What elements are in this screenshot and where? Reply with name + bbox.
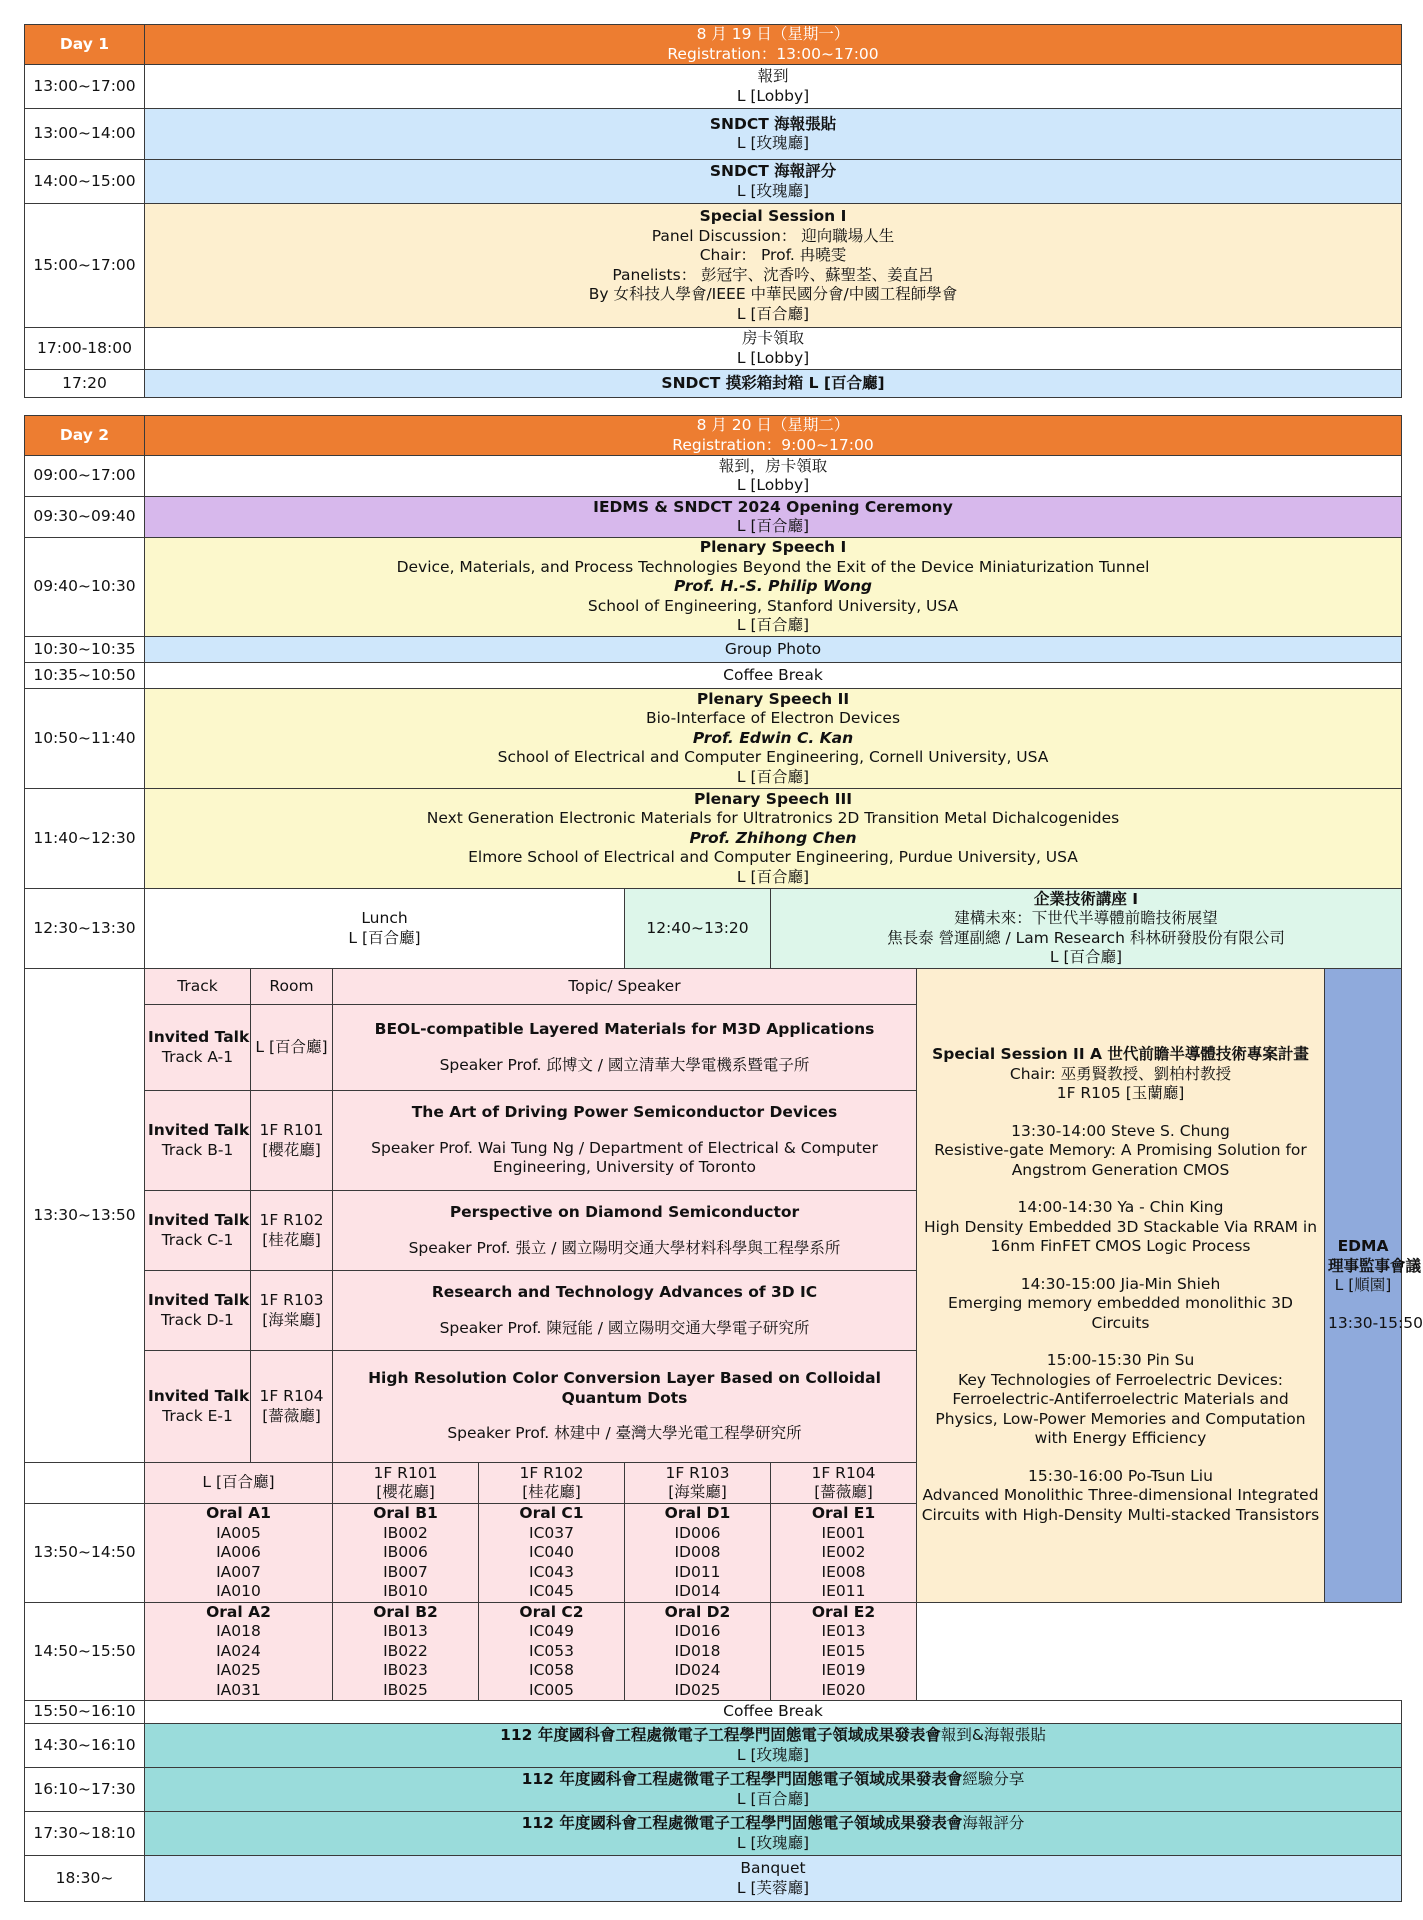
speaker-name: Prof. Edwin C. Kan: [692, 728, 854, 747]
spacer: [920, 1257, 1321, 1275]
edma-meeting: [1325, 969, 1423, 1603]
day2-row-lunch: [25, 889, 1402, 969]
paper-id: IB013: [383, 1622, 428, 1640]
row-line: SNDCT 海報評分: [709, 162, 837, 180]
paper-id: IE011: [821, 1582, 866, 1600]
paper-id: IE008: [821, 1562, 866, 1581]
talk-title: Emerging memory embedded monolithic 3D Circuits: [948, 1294, 1293, 1332]
row-content: [145, 456, 1402, 497]
oral-title: Oral C2: [519, 1602, 584, 1621]
invited-room: [251, 1191, 333, 1271]
row-line: L [芙蓉廳]: [736, 1878, 810, 1897]
row-line: [桂花廳]: [262, 1230, 321, 1249]
row-content: [145, 160, 1402, 204]
oral-title: Oral B2: [373, 1602, 438, 1621]
row-line: [櫻花廳]: [262, 1140, 321, 1159]
talk-title: Key Technologies of Ferroelectric Devices: Ferroelectric-Antiferroelectric Materials and Physics, Low-Power Memories and Computation with Energy Efficiency: [935, 1370, 1306, 1448]
oral-session: [479, 1504, 625, 1603]
row-content: [145, 1812, 1402, 1856]
row-line: L [玫瑰廳]: [736, 181, 810, 200]
session-title: 企業技術講座 I: [1033, 889, 1139, 908]
row-content: [145, 204, 1402, 328]
day1-table: [24, 24, 1402, 398]
row-line: 理事監事會議: [1328, 1256, 1422, 1275]
session-title: Plenary Speech III: [693, 789, 853, 808]
oral-room: [333, 1463, 479, 1504]
spacer: [920, 1180, 1321, 1198]
event-title: 112 年度國科會工程處微電子工程學門固態電子領域成果發表會: [521, 1814, 963, 1832]
paper-id: IC045: [529, 1582, 574, 1600]
day1-registration: Registration：13:00~17:00: [667, 44, 879, 63]
invited-room: [251, 1091, 333, 1191]
row-time: 09:30~09:40: [25, 497, 145, 538]
day2-label: Day 2: [25, 416, 145, 456]
oral-session: [333, 1504, 479, 1603]
talk-title: Bio-Interface of Electron Devices: [645, 709, 901, 728]
invited-topic: [333, 1351, 917, 1463]
paper-id: IC005: [529, 1680, 574, 1699]
event-title: 112 年度國科會工程處微電子工程學門固態電子領域成果發表會: [521, 1770, 963, 1788]
row-line: 建構未來：下世代半導體前瞻技術展望: [954, 909, 1218, 927]
paper-id: IE001: [821, 1523, 866, 1542]
talk-slot: 15:30-16:00 Po-Tsun Liu: [1028, 1466, 1213, 1485]
row-line: L [順園]: [1334, 1276, 1392, 1295]
row-time: 14:50~15:50: [25, 1602, 145, 1701]
day2-row-banquet: [25, 1856, 1402, 1902]
invited-track: [145, 1191, 251, 1271]
row-line: L [百合廳]: [736, 767, 810, 786]
row-time: 09:00~17:00: [25, 456, 145, 497]
row-content: [145, 689, 1402, 789]
row-line: Track B-1: [161, 1140, 234, 1159]
row-time: 17:30~18:10: [25, 1812, 145, 1856]
row-time: 12:30~13:30: [25, 889, 145, 969]
day1-row-keycard: [25, 328, 1402, 370]
paper-id: IA010: [216, 1582, 261, 1600]
oral-room: [479, 1463, 625, 1504]
session-title: Plenary Speech I: [699, 538, 847, 557]
paper-id: ID014: [674, 1582, 721, 1600]
row-line: Panelists： 彭冠宇、沈香吟、蘇聖荃、姜直呂: [612, 265, 934, 284]
row-line: L [百合廳]: [736, 1789, 810, 1808]
paper-id: IA005: [216, 1523, 261, 1542]
paper-id: IC058: [529, 1661, 574, 1679]
paper-id: IE015: [821, 1641, 866, 1660]
row-line: By 女科技人學會/IEEE 中華民國分會/中國工程師學會: [588, 285, 958, 303]
row-line: 1F R105 [玉蘭廳]: [1056, 1084, 1185, 1103]
row-time: 13:50~14:50: [25, 1504, 145, 1603]
paper-id: IA031: [216, 1680, 261, 1699]
row-line: [海棠廳]: [668, 1483, 727, 1501]
paper-id: IC043: [529, 1562, 574, 1581]
spacer: [920, 1449, 1321, 1467]
row-line: Track C-1: [161, 1230, 234, 1249]
row-content: [145, 1768, 1402, 1812]
day1-date: 8 月 19 日（星期一）: [696, 25, 850, 43]
row-line: Invited Talk: [148, 1291, 250, 1309]
day1-row-raffle: [25, 370, 1402, 398]
talk-title: Perspective on Diamond Semiconductor: [449, 1203, 800, 1221]
row-content: SNDCT 摸彩箱封箱 L [百合廳]: [145, 370, 1402, 398]
row-line: L [百合廳]: [736, 616, 810, 635]
invited-header-row: [25, 969, 1402, 1005]
row-line: L [玫瑰廳]: [736, 134, 810, 152]
paper-id: IB025: [383, 1680, 428, 1699]
row-line: Invited Talk: [148, 1121, 250, 1139]
row-line: L [Lobby]: [736, 86, 810, 105]
row-line: 1F R101: [373, 1463, 438, 1482]
col-header-room: Room: [251, 969, 333, 1005]
paper-id: ID016: [674, 1622, 721, 1640]
talk-title: High Density Embedded 3D Stackable Via RRAM in 16nm FinFET CMOS Logic Process: [923, 1217, 1318, 1256]
col-header-track: Track: [145, 969, 251, 1005]
row-line: Invited Talk: [148, 1387, 250, 1405]
paper-id: IC049: [529, 1622, 574, 1640]
speaker-line: Speaker Prof. 張立 / 國立陽明交通大學材料科學與工程學系所: [408, 1238, 841, 1257]
row-content: Coffee Break: [145, 663, 1402, 689]
day2-date: 8 月 20 日（星期二）: [696, 416, 850, 434]
row-time-empty: [25, 1463, 145, 1504]
speaker-name: Prof. H.-S. Philip Wong: [674, 577, 872, 596]
talk-title: Device, Materials, and Process Technologies Beyond the Exit of the Device Miniaturization Tunnel: [396, 557, 1150, 576]
paper-id: IB010: [383, 1582, 428, 1600]
talk-title: Next Generation Electronic Materials for Ultratronics 2D Transition Metal Dichalcogenides: [426, 809, 1120, 828]
paper-id: IE020: [821, 1680, 866, 1699]
row-line: 1F R101: [259, 1121, 324, 1139]
day1-row-special-session: [25, 204, 1402, 328]
talk-title: BEOL-compatible Layered Materials for M3D Applications: [374, 1020, 875, 1038]
row-line: L [百合廳]: [1049, 948, 1123, 966]
day2-row-plenary-3: [25, 789, 1402, 889]
row-content: [145, 1724, 1402, 1768]
day1-header: [145, 25, 1402, 65]
day1-row-poster-review: [25, 160, 1402, 204]
oral-session: [771, 1504, 917, 1603]
day2-row-plenary-2: [25, 689, 1402, 789]
day2-row-plenary-1: [25, 538, 1402, 637]
talk-slot: 13:30-14:00 Steve S. Chung: [1011, 1121, 1230, 1140]
lunch-cell: [145, 889, 625, 969]
invited-track: [145, 1005, 251, 1091]
oral-title: Oral D2: [664, 1602, 731, 1621]
industry-talk: [771, 889, 1402, 969]
row-time: 17:20: [25, 370, 145, 398]
speaker-affiliation: Elmore School of Electrical and Computer Engineering, Purdue University, USA: [468, 848, 1078, 867]
row-line: Lunch: [361, 909, 408, 927]
day2-row-opening: [25, 497, 1402, 538]
row-line: L [Lobby]: [736, 476, 810, 494]
talk-slot: 15:00-15:30 Pin Su: [1046, 1351, 1195, 1370]
oral-title: Oral E2: [811, 1602, 876, 1621]
oral-session: [625, 1504, 771, 1603]
event-suffix: 海報評分: [962, 1814, 1025, 1832]
row-time: 13:30~13:50: [25, 969, 145, 1463]
row-line: [薔薇廳]: [814, 1483, 873, 1501]
oral-session: [625, 1602, 771, 1701]
row-time: 13:00~14:00: [25, 109, 145, 160]
oral-session: [479, 1602, 625, 1701]
special-session-2: [917, 969, 1325, 1603]
row-line: 焦長泰 營運副總 / Lam Research 科林研發股份有限公司: [887, 928, 1285, 947]
row-time: 10:35~10:50: [25, 663, 145, 689]
invited-topic: [333, 1005, 917, 1091]
day2-row-nstc-3: [25, 1812, 1402, 1856]
row-line: Invited Talk: [148, 1211, 250, 1229]
row-line: Track D-1: [161, 1310, 234, 1329]
oral-row-2: [25, 1602, 1402, 1701]
speaker-name: Prof. Zhihong Chen: [689, 828, 857, 847]
row-line: L [玫瑰廳]: [736, 1833, 810, 1852]
oral-room: [625, 1463, 771, 1504]
row-line: L [Lobby]: [736, 348, 810, 367]
oral-title: Oral A1: [206, 1504, 271, 1522]
oral-session: [333, 1602, 479, 1701]
paper-id: ID025: [674, 1680, 721, 1699]
row-time: 14:30~16:10: [25, 1724, 145, 1768]
day2-row-group-photo: [25, 637, 1402, 663]
row-time: 10:30~10:35: [25, 637, 145, 663]
row-line: Track E-1: [162, 1406, 233, 1425]
row-line: 1F R103: [259, 1291, 324, 1309]
talk-slot: 14:30-15:00 Jia-Min Shieh: [1020, 1274, 1221, 1293]
row-time: 16:10~17:30: [25, 1768, 145, 1812]
row-time: 17:00-18:00: [25, 328, 145, 370]
row-line: L [百合廳]: [348, 928, 421, 947]
row-content: [145, 538, 1402, 637]
paper-id: ID024: [674, 1661, 721, 1679]
row-time: 15:50~16:10: [25, 1701, 145, 1724]
day2-table: [24, 415, 1423, 1902]
day1-label: Day 1: [25, 25, 145, 65]
speaker-line: Speaker Prof. 邱博文 / 國立清華大學電機系暨電子所: [439, 1055, 810, 1074]
talk-slot: 14:00-14:30 Ya - Chin King: [1017, 1198, 1224, 1217]
industry-talk-time: 12:40~13:20: [625, 889, 771, 969]
paper-id: IB022: [383, 1641, 428, 1660]
event-suffix: 報到&海報張貼: [940, 1726, 1046, 1744]
invited-track: [145, 1091, 251, 1191]
day2-row-nstc-2: [25, 1768, 1402, 1812]
paper-id: ID011: [674, 1562, 721, 1581]
oral-title: Oral A2: [206, 1602, 271, 1621]
spacer: [920, 1104, 1321, 1122]
invited-topic: [333, 1271, 917, 1351]
row-time: 10:50~11:40: [25, 689, 145, 789]
row-line: Chair: 巫勇賢教授、劉柏村教授: [1009, 1064, 1232, 1083]
speaker-line: Speaker Prof. 林建中 / 臺灣大學光電工程學研究所: [447, 1424, 802, 1443]
row-content: [145, 65, 1402, 109]
row-line: 1F R104: [259, 1387, 324, 1405]
speaker-affiliation: School of Engineering, Stanford University, USA: [587, 596, 959, 615]
paper-id: ID006: [674, 1523, 721, 1542]
invited-topic: [333, 1091, 917, 1191]
row-line: Chair： Prof. 冉曉雯: [699, 246, 847, 264]
row-line: L [百合廳]: [736, 867, 810, 886]
row-line: [薔薇廳]: [262, 1406, 321, 1425]
talk-title: Advanced Monolithic Three-dimensional Integrated Circuits with High-Density Multi-stacked Transistors: [921, 1486, 1320, 1524]
talk-title: Research and Technology Advances of 3D IC: [431, 1283, 818, 1301]
invited-track: [145, 1351, 251, 1463]
oral-session: [145, 1504, 333, 1603]
row-line: Track A-1: [161, 1047, 234, 1066]
spacer: [920, 1333, 1321, 1351]
row-content: [145, 109, 1402, 160]
day2-header: [145, 416, 1402, 456]
day2-row-coffee: [25, 663, 1402, 689]
paper-id: IB023: [383, 1661, 428, 1679]
paper-id: IA024: [216, 1641, 261, 1660]
talk-title: The Art of Driving Power Semiconductor Devices: [411, 1103, 838, 1122]
oral-title: Oral B1: [373, 1504, 438, 1522]
event-suffix: 經驗分享: [962, 1770, 1025, 1788]
paper-id: IA006: [216, 1543, 261, 1561]
row-line: 報到，房卡領取: [718, 456, 828, 475]
row-line: L [百合廳]: [255, 1037, 328, 1056]
day2-row-checkin: [25, 456, 1402, 497]
paper-id: IB006: [383, 1543, 428, 1561]
oral-title: Oral D1: [664, 1504, 731, 1522]
invited-room: [251, 1351, 333, 1463]
session-title: EDMA: [1337, 1237, 1389, 1256]
day2-row-coffee-2: [25, 1701, 1402, 1724]
day1-header-row: [25, 25, 1402, 65]
paper-id: IB007: [383, 1562, 428, 1581]
paper-id: IE019: [821, 1661, 866, 1679]
row-line: Panel Discussion： 迎向職場人生: [651, 226, 895, 245]
session-title: Special Session II A 世代前瞻半導體技術專案計畫: [932, 1045, 1309, 1064]
paper-id: IB002: [383, 1523, 428, 1542]
day2-registration: Registration：9:00~17:00: [672, 435, 874, 454]
row-line: 1F R102: [259, 1211, 324, 1229]
row-line: 報到: [757, 67, 789, 85]
speaker-line: Speaker Prof. 陳冠能 / 國立陽明交通大學電子研究所: [439, 1318, 810, 1337]
speaker-affiliation: School of Electrical and Computer Engineering, Cornell University, USA: [497, 748, 1049, 767]
invited-topic: [333, 1191, 917, 1271]
invited-track: [145, 1271, 251, 1351]
col-header-topic: Topic/ Speaker: [333, 969, 917, 1005]
paper-id: IA025: [216, 1661, 261, 1679]
row-content: [145, 789, 1402, 889]
row-time: 11:40~12:30: [25, 789, 145, 889]
row-time: 15:00~17:00: [25, 204, 145, 328]
day1-row-checkin: [25, 65, 1402, 109]
paper-id: IE002: [821, 1543, 866, 1561]
row-line: SNDCT 海報張貼: [709, 114, 837, 133]
paper-id: ID018: [674, 1641, 721, 1660]
row-content: Coffee Break: [145, 1701, 1402, 1724]
paper-id: ID008: [674, 1543, 721, 1561]
oral-room: [771, 1463, 917, 1504]
row-line: Banquet: [740, 1859, 806, 1877]
row-line: Invited Talk: [148, 1028, 250, 1046]
day2-header-row: [25, 416, 1402, 456]
row-line: [桂花廳]: [522, 1483, 581, 1501]
session-title: Special Session I: [699, 207, 847, 225]
spacer: [1328, 1296, 1398, 1314]
event-title: 112 年度國科會工程處微電子工程學門固態電子領域成果發表會: [500, 1726, 941, 1744]
row-content: Group Photo: [145, 637, 1402, 663]
oral-title: Oral E1: [811, 1504, 876, 1522]
row-line: L [百合廳]: [202, 1473, 275, 1492]
row-line: L [百合廳]: [736, 517, 810, 535]
row-content: [145, 328, 1402, 370]
row-line: 房卡領取: [741, 329, 804, 347]
talk-title: Resistive-gate Memory: A Promising Solution for Angstrom Generation CMOS: [934, 1141, 1307, 1179]
invited-room: [251, 1005, 333, 1091]
row-line: 13:30-15:50: [1328, 1313, 1423, 1332]
paper-id: IA018: [216, 1622, 261, 1640]
invited-room: [251, 1271, 333, 1351]
oral-title: Oral C1: [519, 1504, 584, 1522]
row-line: IEDMS & SNDCT 2024 Opening Ceremony: [593, 497, 953, 516]
row-line: 1F R103: [665, 1463, 730, 1482]
row-line: L [百合廳]: [736, 304, 810, 323]
oral-session: [145, 1602, 333, 1701]
row-content: [145, 497, 1402, 538]
oral-session: [771, 1602, 917, 1701]
row-line: [櫻花廳]: [376, 1483, 435, 1501]
paper-id: IC037: [529, 1523, 574, 1542]
row-line: 1F R104: [811, 1463, 876, 1482]
paper-id: IC053: [529, 1641, 574, 1660]
paper-id: IC040: [529, 1543, 574, 1561]
speaker-line: Speaker Prof. Wai Tung Ng / Department of Electrical & Computer Engineering, University of Toronto: [371, 1138, 878, 1177]
session-title: Plenary Speech II: [696, 689, 850, 708]
day1-row-poster-setup: [25, 109, 1402, 160]
day2-row-nstc-1: [25, 1724, 1402, 1768]
row-line: 1F R102: [519, 1463, 584, 1482]
paper-id: IA007: [216, 1562, 261, 1581]
row-content: [145, 1856, 1402, 1902]
oral-room: [145, 1463, 333, 1504]
row-line: [海棠廳]: [262, 1310, 321, 1329]
talk-title: High Resolution Color Conversion Layer Based on Colloidal Quantum Dots: [368, 1369, 881, 1407]
row-time: 14:00~15:00: [25, 160, 145, 204]
row-time: 09:40~10:30: [25, 538, 145, 637]
row-time: 13:00~17:00: [25, 65, 145, 109]
row-line: L [玫瑰廳]: [736, 1745, 810, 1764]
row-time: 18:30~: [25, 1856, 145, 1902]
paper-id: IE013: [821, 1622, 866, 1640]
